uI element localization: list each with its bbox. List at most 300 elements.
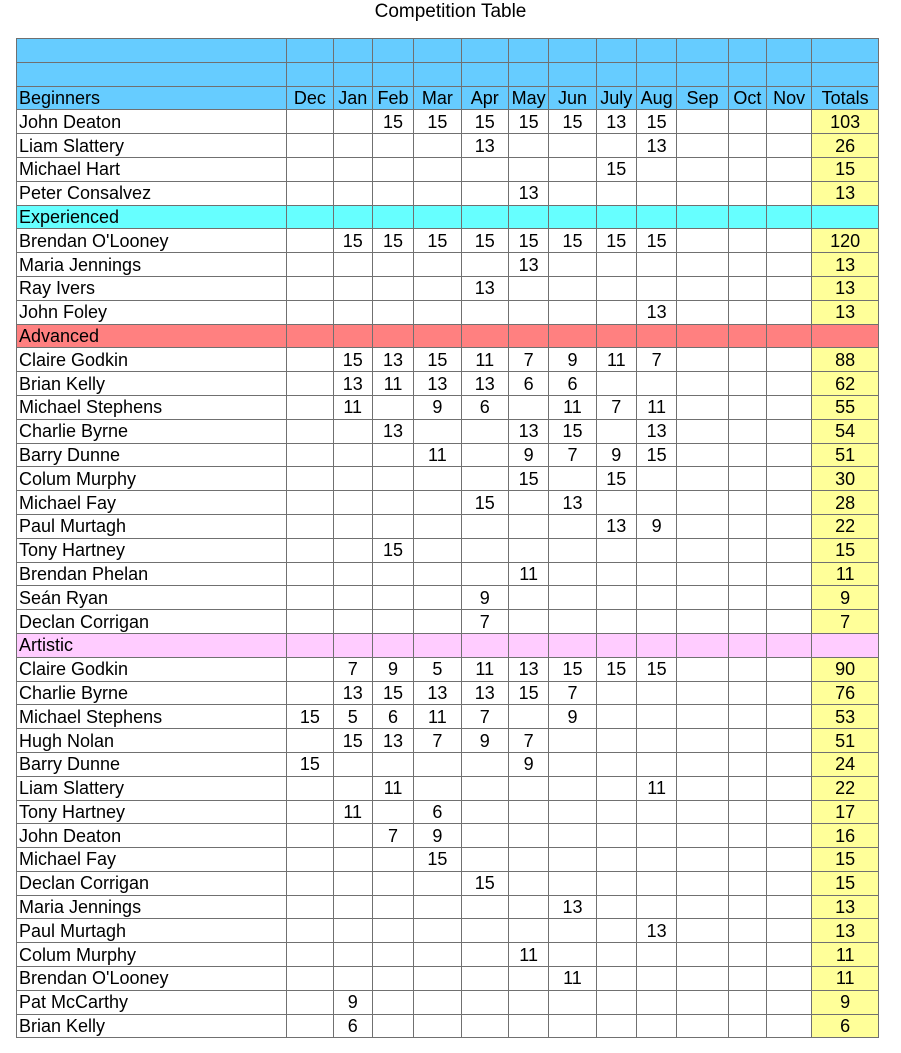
score-cell: 9	[596, 443, 636, 467]
score-cell	[372, 895, 413, 919]
score-cell	[728, 752, 766, 776]
score-cell	[677, 681, 728, 705]
header-band-cell	[812, 39, 879, 63]
score-cell	[508, 895, 548, 919]
score-cell	[287, 348, 333, 372]
score-cell	[766, 657, 811, 681]
total-cell: 6	[812, 1014, 879, 1038]
table-row	[17, 300, 879, 324]
header-band-cell	[812, 62, 879, 86]
score-cell	[596, 586, 636, 610]
score-cell	[728, 967, 766, 991]
score-cell	[508, 848, 548, 872]
total-cell: 11	[812, 562, 879, 586]
score-cell	[677, 229, 728, 253]
score-cell	[549, 800, 596, 824]
score-cell	[677, 253, 728, 277]
section-band-cell	[508, 633, 548, 657]
score-cell: 11	[333, 395, 372, 419]
score-cell	[549, 919, 596, 943]
score-cell	[461, 157, 508, 181]
competitor-name: Michael Fay	[17, 848, 287, 872]
score-cell: 7	[596, 395, 636, 419]
score-cell: 11	[549, 395, 596, 419]
table-row	[17, 824, 879, 848]
column-header-jun: Jun	[549, 86, 596, 110]
score-cell: 15	[596, 657, 636, 681]
score-cell	[766, 824, 811, 848]
score-cell	[766, 134, 811, 158]
section-band-cell	[414, 324, 461, 348]
score-cell	[414, 586, 461, 610]
score-cell	[287, 967, 333, 991]
score-cell: 13	[508, 657, 548, 681]
score-cell	[508, 800, 548, 824]
score-cell	[549, 943, 596, 967]
score-cell	[728, 276, 766, 300]
score-cell	[636, 562, 676, 586]
score-cell	[596, 848, 636, 872]
score-cell	[766, 1014, 811, 1038]
column-header-may: May	[508, 86, 548, 110]
score-cell	[549, 586, 596, 610]
score-cell: 13	[414, 372, 461, 396]
score-cell	[333, 562, 372, 586]
score-cell	[728, 919, 766, 943]
score-cell: 13	[508, 253, 548, 277]
score-cell	[728, 610, 766, 634]
section-band-cell	[287, 324, 333, 348]
score-cell	[414, 895, 461, 919]
score-cell: 9	[461, 586, 508, 610]
total-cell: 17	[812, 800, 879, 824]
score-cell	[766, 800, 811, 824]
score-cell	[414, 419, 461, 443]
section-label: Experienced	[17, 205, 287, 229]
total-cell: 13	[812, 300, 879, 324]
total-cell: 16	[812, 824, 879, 848]
score-cell	[549, 181, 596, 205]
score-cell: 15	[636, 443, 676, 467]
column-header-sep: Sep	[677, 86, 728, 110]
header-band-cell	[414, 39, 461, 63]
score-cell	[372, 871, 413, 895]
score-cell: 5	[414, 657, 461, 681]
score-cell: 13	[461, 681, 508, 705]
score-cell	[728, 253, 766, 277]
score-cell	[728, 562, 766, 586]
score-cell	[414, 1014, 461, 1038]
score-cell	[549, 276, 596, 300]
score-cell	[766, 419, 811, 443]
score-cell	[636, 467, 676, 491]
score-cell	[461, 824, 508, 848]
score-cell	[636, 729, 676, 753]
score-cell: 15	[549, 657, 596, 681]
header-band-cell	[766, 62, 811, 86]
score-cell	[287, 372, 333, 396]
score-cell: 9	[333, 990, 372, 1014]
score-cell	[766, 967, 811, 991]
score-cell: 6	[333, 1014, 372, 1038]
score-cell: 15	[461, 871, 508, 895]
score-cell	[372, 990, 413, 1014]
table-row	[17, 752, 879, 776]
header-band-cell	[287, 62, 333, 86]
score-cell: 15	[508, 229, 548, 253]
table-row	[17, 967, 879, 991]
total-cell: 90	[812, 657, 879, 681]
score-cell: 7	[372, 824, 413, 848]
score-cell: 15	[596, 467, 636, 491]
section-band-cell	[812, 633, 879, 657]
score-cell	[596, 134, 636, 158]
total-cell: 88	[812, 348, 879, 372]
score-cell: 9	[549, 705, 596, 729]
header-band-cell	[596, 39, 636, 63]
score-cell	[287, 824, 333, 848]
score-cell	[287, 491, 333, 515]
total-cell: 13	[812, 253, 879, 277]
score-cell: 13	[636, 134, 676, 158]
score-cell	[636, 538, 676, 562]
table-row	[17, 443, 879, 467]
score-cell	[728, 229, 766, 253]
column-header-dec: Dec	[287, 86, 333, 110]
score-cell: 15	[372, 110, 413, 134]
score-cell	[508, 610, 548, 634]
score-cell	[372, 848, 413, 872]
score-cell: 9	[461, 729, 508, 753]
score-cell	[287, 253, 333, 277]
score-cell	[461, 895, 508, 919]
competitor-name: Brian Kelly	[17, 1014, 287, 1038]
score-cell	[596, 824, 636, 848]
score-cell	[333, 157, 372, 181]
score-cell	[372, 276, 413, 300]
header-band-cell	[333, 62, 372, 86]
score-cell: 13	[372, 348, 413, 372]
total-cell: 26	[812, 134, 879, 158]
score-cell	[372, 586, 413, 610]
section-band-cell	[766, 633, 811, 657]
score-cell: 11	[549, 967, 596, 991]
score-cell	[333, 419, 372, 443]
competitor-name: Seán Ryan	[17, 586, 287, 610]
score-cell	[414, 514, 461, 538]
score-cell: 9	[549, 348, 596, 372]
score-cell: 11	[636, 776, 676, 800]
score-cell	[508, 990, 548, 1014]
score-cell	[766, 157, 811, 181]
score-cell	[414, 990, 461, 1014]
score-cell	[728, 300, 766, 324]
score-cell	[636, 800, 676, 824]
section-band-cell	[333, 324, 372, 348]
score-cell	[766, 467, 811, 491]
header-band-cell	[17, 39, 287, 63]
section-band-cell	[549, 205, 596, 229]
score-cell: 13	[461, 276, 508, 300]
score-cell	[636, 491, 676, 515]
table-body	[17, 39, 879, 1038]
score-cell	[549, 871, 596, 895]
section-band-cell	[461, 633, 508, 657]
total-cell: 15	[812, 538, 879, 562]
section-label: Beginners	[17, 86, 287, 110]
score-cell: 15	[461, 110, 508, 134]
total-cell: 55	[812, 395, 879, 419]
header-band-cell	[677, 62, 728, 86]
score-cell	[287, 871, 333, 895]
score-cell	[766, 276, 811, 300]
section-band-cell	[549, 633, 596, 657]
score-cell	[287, 443, 333, 467]
score-cell	[372, 800, 413, 824]
competitor-name: Liam Slattery	[17, 134, 287, 158]
score-cell: 9	[372, 657, 413, 681]
score-cell	[596, 253, 636, 277]
score-cell	[333, 276, 372, 300]
score-cell	[677, 372, 728, 396]
score-cell	[287, 419, 333, 443]
section-band-cell	[728, 633, 766, 657]
score-cell	[596, 752, 636, 776]
score-cell	[414, 943, 461, 967]
table-row	[17, 729, 879, 753]
score-cell: 11	[508, 943, 548, 967]
score-cell	[287, 395, 333, 419]
score-cell	[549, 538, 596, 562]
score-cell	[677, 752, 728, 776]
score-cell	[728, 705, 766, 729]
competitor-name: Tony Hartney	[17, 800, 287, 824]
table-row	[17, 395, 879, 419]
header-band-cell	[766, 39, 811, 63]
score-cell	[461, 990, 508, 1014]
score-cell: 15	[508, 681, 548, 705]
score-cell	[766, 871, 811, 895]
score-cell	[677, 562, 728, 586]
score-cell	[677, 419, 728, 443]
table-row	[17, 419, 879, 443]
score-cell: 13	[549, 895, 596, 919]
score-cell: 13	[372, 729, 413, 753]
score-cell	[333, 919, 372, 943]
score-cell: 5	[333, 705, 372, 729]
score-cell: 15	[461, 229, 508, 253]
score-cell: 11	[596, 348, 636, 372]
score-cell	[596, 1014, 636, 1038]
score-cell	[461, 776, 508, 800]
score-cell	[766, 681, 811, 705]
score-cell: 13	[636, 919, 676, 943]
score-cell: 13	[461, 134, 508, 158]
score-cell: 15	[461, 491, 508, 515]
score-cell	[461, 419, 508, 443]
score-cell	[414, 253, 461, 277]
score-cell	[728, 157, 766, 181]
score-cell	[508, 514, 548, 538]
score-cell	[728, 514, 766, 538]
score-cell	[461, 848, 508, 872]
score-cell	[766, 610, 811, 634]
score-cell	[287, 562, 333, 586]
score-cell	[766, 443, 811, 467]
score-cell: 13	[596, 514, 636, 538]
score-cell	[287, 610, 333, 634]
competitor-name: Charlie Byrne	[17, 681, 287, 705]
score-cell	[677, 586, 728, 610]
competition-table	[16, 38, 879, 1038]
score-cell	[677, 181, 728, 205]
score-cell	[372, 1014, 413, 1038]
total-cell: 103	[812, 110, 879, 134]
total-cell: 13	[812, 895, 879, 919]
score-cell	[461, 943, 508, 967]
score-cell	[596, 871, 636, 895]
competitor-name: Brendan Phelan	[17, 562, 287, 586]
table-row	[17, 871, 879, 895]
score-cell: 11	[636, 395, 676, 419]
competitor-name: Paul Murtagh	[17, 514, 287, 538]
section-band-cell	[812, 324, 879, 348]
score-cell: 15	[549, 110, 596, 134]
score-cell	[414, 752, 461, 776]
score-cell	[596, 181, 636, 205]
score-cell: 13	[596, 110, 636, 134]
score-cell	[372, 752, 413, 776]
score-cell	[636, 895, 676, 919]
score-cell	[636, 967, 676, 991]
score-cell	[414, 134, 461, 158]
table-row	[17, 848, 879, 872]
column-header-nov: Nov	[766, 86, 811, 110]
score-cell	[596, 919, 636, 943]
total-cell: 24	[812, 752, 879, 776]
score-cell	[287, 157, 333, 181]
header-band-cell	[636, 62, 676, 86]
score-cell: 15	[414, 848, 461, 872]
score-cell: 15	[372, 538, 413, 562]
total-cell: 13	[812, 919, 879, 943]
score-cell	[333, 776, 372, 800]
column-header-jan: Jan	[333, 86, 372, 110]
score-cell	[461, 967, 508, 991]
score-cell: 15	[287, 705, 333, 729]
column-header-oct: Oct	[728, 86, 766, 110]
competitor-name: Claire Godkin	[17, 657, 287, 681]
score-cell	[508, 276, 548, 300]
score-cell	[549, 1014, 596, 1038]
score-cell	[766, 752, 811, 776]
score-cell	[596, 776, 636, 800]
score-cell	[414, 538, 461, 562]
score-cell	[333, 443, 372, 467]
score-cell	[636, 848, 676, 872]
section-band-cell	[333, 633, 372, 657]
score-cell	[677, 967, 728, 991]
score-cell	[677, 443, 728, 467]
table-row	[17, 491, 879, 515]
score-cell	[728, 1014, 766, 1038]
score-cell	[596, 895, 636, 919]
score-cell: 7	[549, 681, 596, 705]
score-cell	[333, 610, 372, 634]
table-row	[17, 990, 879, 1014]
score-cell	[508, 586, 548, 610]
score-cell	[766, 491, 811, 515]
score-cell	[728, 871, 766, 895]
competitor-name: Liam Slattery	[17, 776, 287, 800]
score-cell	[636, 372, 676, 396]
section-band-cell	[414, 633, 461, 657]
score-cell	[333, 181, 372, 205]
competitor-name: Colum Murphy	[17, 467, 287, 491]
score-cell: 15	[596, 157, 636, 181]
table-row	[17, 372, 879, 396]
score-cell	[414, 491, 461, 515]
score-cell	[461, 300, 508, 324]
score-cell: 13	[461, 372, 508, 396]
score-cell	[677, 276, 728, 300]
score-cell	[508, 919, 548, 943]
section-header-row	[17, 205, 879, 229]
score-cell	[287, 919, 333, 943]
score-cell	[461, 467, 508, 491]
score-cell: 15	[596, 229, 636, 253]
score-cell	[333, 538, 372, 562]
score-cell	[333, 848, 372, 872]
score-cell	[766, 705, 811, 729]
score-cell	[508, 395, 548, 419]
competitor-name: Ray Ivers	[17, 276, 287, 300]
score-cell: 15	[414, 348, 461, 372]
score-cell	[414, 871, 461, 895]
score-cell	[461, 1014, 508, 1038]
competitor-name: Charlie Byrne	[17, 419, 287, 443]
competitor-name: Michael Fay	[17, 491, 287, 515]
score-cell	[372, 967, 413, 991]
score-cell: 15	[372, 681, 413, 705]
score-cell: 15	[333, 229, 372, 253]
score-cell	[677, 800, 728, 824]
score-cell: 9	[414, 395, 461, 419]
section-band-cell	[372, 324, 413, 348]
score-cell	[596, 276, 636, 300]
score-cell	[549, 300, 596, 324]
total-cell: 51	[812, 443, 879, 467]
table-row	[17, 919, 879, 943]
score-cell	[728, 895, 766, 919]
competitor-name: Brendan O'Looney	[17, 967, 287, 991]
score-cell	[677, 514, 728, 538]
score-cell	[677, 300, 728, 324]
score-cell	[636, 181, 676, 205]
competitor-name: Hugh Nolan	[17, 729, 287, 753]
score-cell	[728, 729, 766, 753]
score-cell	[677, 467, 728, 491]
score-cell	[372, 491, 413, 515]
score-cell	[766, 562, 811, 586]
score-cell	[766, 348, 811, 372]
header-band-cell	[596, 62, 636, 86]
table-row	[17, 229, 879, 253]
header-band-cell	[372, 39, 413, 63]
competitor-name: Claire Godkin	[17, 348, 287, 372]
score-cell	[508, 967, 548, 991]
score-cell: 13	[636, 419, 676, 443]
